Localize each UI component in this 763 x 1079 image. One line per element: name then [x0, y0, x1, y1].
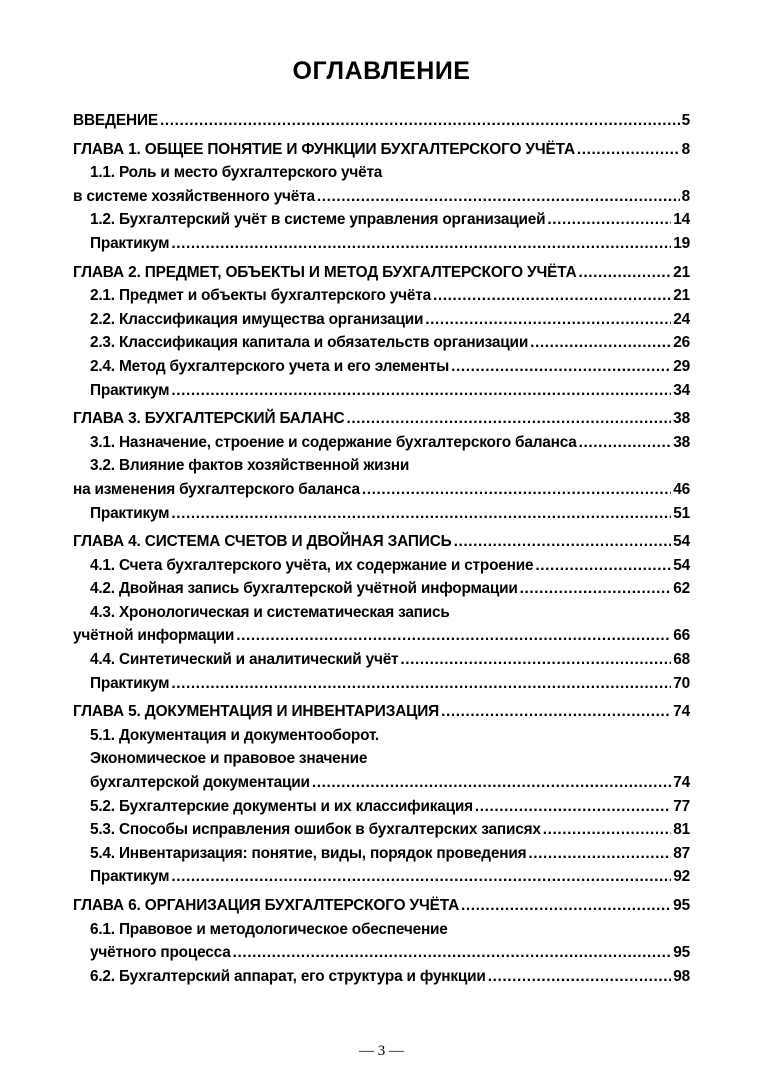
page-number: 19 — [673, 234, 690, 252]
toc-entry-4-3-line-1 — [73, 604, 690, 628]
entry-label: Практикум — [90, 234, 170, 252]
page-number: 95 — [673, 897, 690, 914]
entry-label: 4.2. Двойная запись бухгалтерской учётной информации — [90, 580, 518, 598]
toc-entry-5-practicum — [73, 868, 690, 892]
entry-label: ГЛАВА 4. СИСТЕМА СЧЕТОВ И ДВОЙНАЯ ЗАПИСЬ — [73, 533, 452, 551]
leader-dots — [236, 627, 671, 645]
page-number: 62 — [673, 580, 690, 598]
page-number: 8 — [681, 187, 690, 205]
entry-label: 2.3. Классификация капитала и обязательств организации — [90, 334, 529, 352]
toc-entry-2-practicum — [73, 382, 690, 406]
leader-dots — [171, 505, 671, 523]
leader-dots — [579, 264, 672, 282]
page-number: 14 — [673, 211, 690, 229]
toc-entry-2-4 — [73, 358, 690, 382]
leader-dots — [461, 897, 671, 915]
page-number: 38 — [673, 433, 690, 451]
entry-label: Экономическое и правовое значение — [90, 750, 368, 768]
toc-entry-1-1-line-1 — [73, 164, 690, 188]
entry-label: Практикум — [90, 674, 170, 692]
entry-label: 6.1. Правовое и методологическое обеспечение — [90, 920, 448, 938]
toc-entry-chapter-3 — [73, 410, 690, 434]
page-number: 5 — [681, 112, 690, 129]
leader-dots — [171, 868, 671, 886]
toc-entry-2-3 — [73, 334, 690, 358]
toc-entry-chapter-2 — [73, 264, 690, 288]
leader-dots — [312, 774, 671, 792]
entry-label: 4.4. Синтетический и аналитический учёт — [90, 651, 399, 669]
entry-label: 1.1. Роль и место бухгалтерского учёта — [90, 164, 383, 182]
entry-label: Практикум — [90, 868, 170, 886]
entry-label: в системе хозяйственного учёта — [73, 187, 315, 205]
toc-entry-6-1-line-2 — [73, 944, 690, 968]
page-number: 95 — [673, 944, 690, 962]
entry-label: 5.4. Инвентаризация: понятие, виды, порядок проведения — [90, 844, 527, 862]
leader-dots — [441, 703, 671, 721]
page-number: 34 — [673, 381, 690, 399]
leader-dots — [347, 410, 672, 428]
toc-entry-5-1-line-1 — [73, 727, 690, 751]
toc-entry-3-2-line-1 — [73, 457, 690, 481]
toc-entry-6-2 — [73, 968, 690, 992]
entry-label: 4.1. Счета бухгалтерского учёта, их содержание и строение — [90, 556, 534, 574]
page-number: 98 — [673, 967, 690, 985]
page-number: 24 — [673, 310, 690, 328]
leader-dots — [488, 968, 672, 986]
page-number: 74 — [673, 774, 690, 792]
page-number: 54 — [673, 556, 690, 574]
page-number: 81 — [673, 821, 690, 839]
entry-label: ГЛАВА 1. ОБЩЕЕ ПОНЯТИЕ И ФУНКЦИИ БУХГАЛТЕРСКОГО УЧЁТА — [73, 140, 575, 158]
toc-entry-5-3 — [73, 821, 690, 845]
leader-dots — [535, 557, 671, 575]
entry-label: 2.1. Предмет и объекты бухгалтерского учёта — [90, 287, 431, 305]
leader-dots — [543, 821, 672, 839]
toc-entry-chapter-1 — [73, 141, 690, 165]
entry-label: учётной информации — [73, 627, 235, 645]
leader-dots — [577, 141, 680, 159]
table-of-contents — [73, 112, 690, 991]
leader-dots — [579, 434, 672, 452]
leader-dots — [547, 211, 671, 229]
page-number: 87 — [673, 844, 690, 862]
entry-label: 3.1. Назначение, строение и содержание бухгалтерского баланса — [90, 433, 577, 451]
toc-entry-5-1-line-3 — [73, 774, 690, 798]
toc-entry-4-practicum — [73, 675, 690, 699]
toc-entry-chapter-5 — [73, 703, 690, 727]
page-number: 8 — [681, 140, 690, 158]
page-number: 51 — [673, 504, 690, 522]
leader-dots — [317, 188, 680, 206]
toc-entry-4-3-line-2 — [73, 627, 690, 651]
leader-dots — [160, 112, 680, 130]
entry-label: ВВЕДЕНИЕ — [73, 112, 158, 129]
page-number: 66 — [673, 627, 690, 645]
toc-entry-5-2 — [73, 798, 690, 822]
toc-entry-chapter-4 — [73, 533, 690, 557]
entry-label: ГЛАВА 3. БУХГАЛТЕРСКИЙ БАЛАНС — [73, 410, 345, 428]
entry-label: ГЛАВА 2. ПРЕДМЕТ, ОБЪЕКТЫ И МЕТОД БУХГАЛТЕРСКОГО УЧЁТА — [73, 263, 577, 281]
entry-label: учётного процесса — [90, 944, 231, 962]
leader-dots — [171, 382, 671, 400]
page-number: 26 — [673, 334, 690, 352]
entry-label: 4.3. Хронологическая и систематическая запись — [90, 603, 450, 621]
leader-dots — [451, 358, 671, 376]
entry-label: ГЛАВА 5. ДОКУМЕНТАЦИЯ И ИНВЕНТАРИЗАЦИЯ — [73, 703, 440, 721]
leader-dots — [400, 651, 671, 669]
leader-dots — [530, 334, 671, 352]
entry-label: на изменения бухгалтерского баланса — [73, 480, 360, 498]
entry-label: 3.2. Влияние фактов хозяйственной жизни — [90, 457, 410, 475]
toc-entry-4-1 — [73, 557, 690, 581]
toc-entry-2-2 — [73, 311, 690, 335]
toc-entry-2-1 — [73, 287, 690, 311]
toc-entry-1-practicum — [73, 235, 690, 259]
toc-entry-5-1-line-2 — [73, 750, 690, 774]
leader-dots — [475, 798, 671, 816]
page-number: 70 — [673, 674, 690, 692]
page-number: 21 — [673, 287, 690, 305]
toc-entry-3-1 — [73, 434, 690, 458]
toc-entry-1-2 — [73, 211, 690, 235]
entry-label: ГЛАВА 6. ОРГАНИЗАЦИЯ БУХГАЛТЕРСКОГО УЧЁТА — [73, 897, 460, 914]
entry-label: 5.2. Бухгалтерские документы и их классификация — [90, 797, 473, 815]
entry-label: Практикум — [90, 381, 170, 399]
page-number: 77 — [673, 797, 690, 815]
toc-entry-4-2 — [73, 580, 690, 604]
page-footer-number: — 3 — — [359, 1043, 404, 1059]
entry-label: 2.2. Классификация имущества организации — [90, 310, 424, 328]
toc-entry-4-4 — [73, 651, 690, 675]
entry-label: 5.3. Способы исправления ошибок в бухгалтерских записях — [90, 821, 541, 839]
page-number: 68 — [673, 651, 690, 669]
page-number: 38 — [673, 410, 690, 428]
entry-label: бухгалтерской документации — [90, 774, 310, 792]
entry-label: 5.1. Документация и документооборот. — [90, 726, 380, 744]
toc-entry-5-4 — [73, 845, 690, 869]
toc-entry-6-1-line-1 — [73, 921, 690, 945]
toc-entry-intro — [73, 112, 690, 136]
entry-label: 6.2. Бухгалтерский аппарат, его структура и функции — [90, 967, 486, 985]
entry-label: 2.4. Метод бухгалтерского учета и его элементы — [90, 357, 450, 375]
leader-dots — [171, 235, 671, 253]
entry-label: Практикум — [90, 504, 170, 522]
page-title: ОГЛАВЛЕНИЕ — [292, 57, 471, 85]
leader-dots — [233, 944, 672, 962]
leader-dots — [454, 533, 672, 551]
leader-dots — [528, 845, 671, 863]
toc-entry-3-2-line-2 — [73, 481, 690, 505]
page-number: 21 — [673, 263, 690, 281]
page-number: 29 — [673, 357, 690, 375]
page-number: 46 — [673, 480, 690, 498]
toc-entry-3-practicum — [73, 505, 690, 529]
leader-dots — [425, 311, 671, 329]
toc-entry-1-1-line-2 — [73, 188, 690, 212]
leader-dots — [433, 287, 671, 305]
leader-dots — [171, 675, 671, 693]
leader-dots — [520, 580, 672, 598]
toc-entry-chapter-6 — [73, 897, 690, 921]
leader-dots — [362, 481, 671, 499]
entry-label: 1.2. Бухгалтерский учёт в системе управления организацией — [90, 211, 546, 229]
page-number: 74 — [673, 703, 690, 721]
page-number: 54 — [673, 533, 690, 551]
page-number: 92 — [673, 868, 690, 886]
